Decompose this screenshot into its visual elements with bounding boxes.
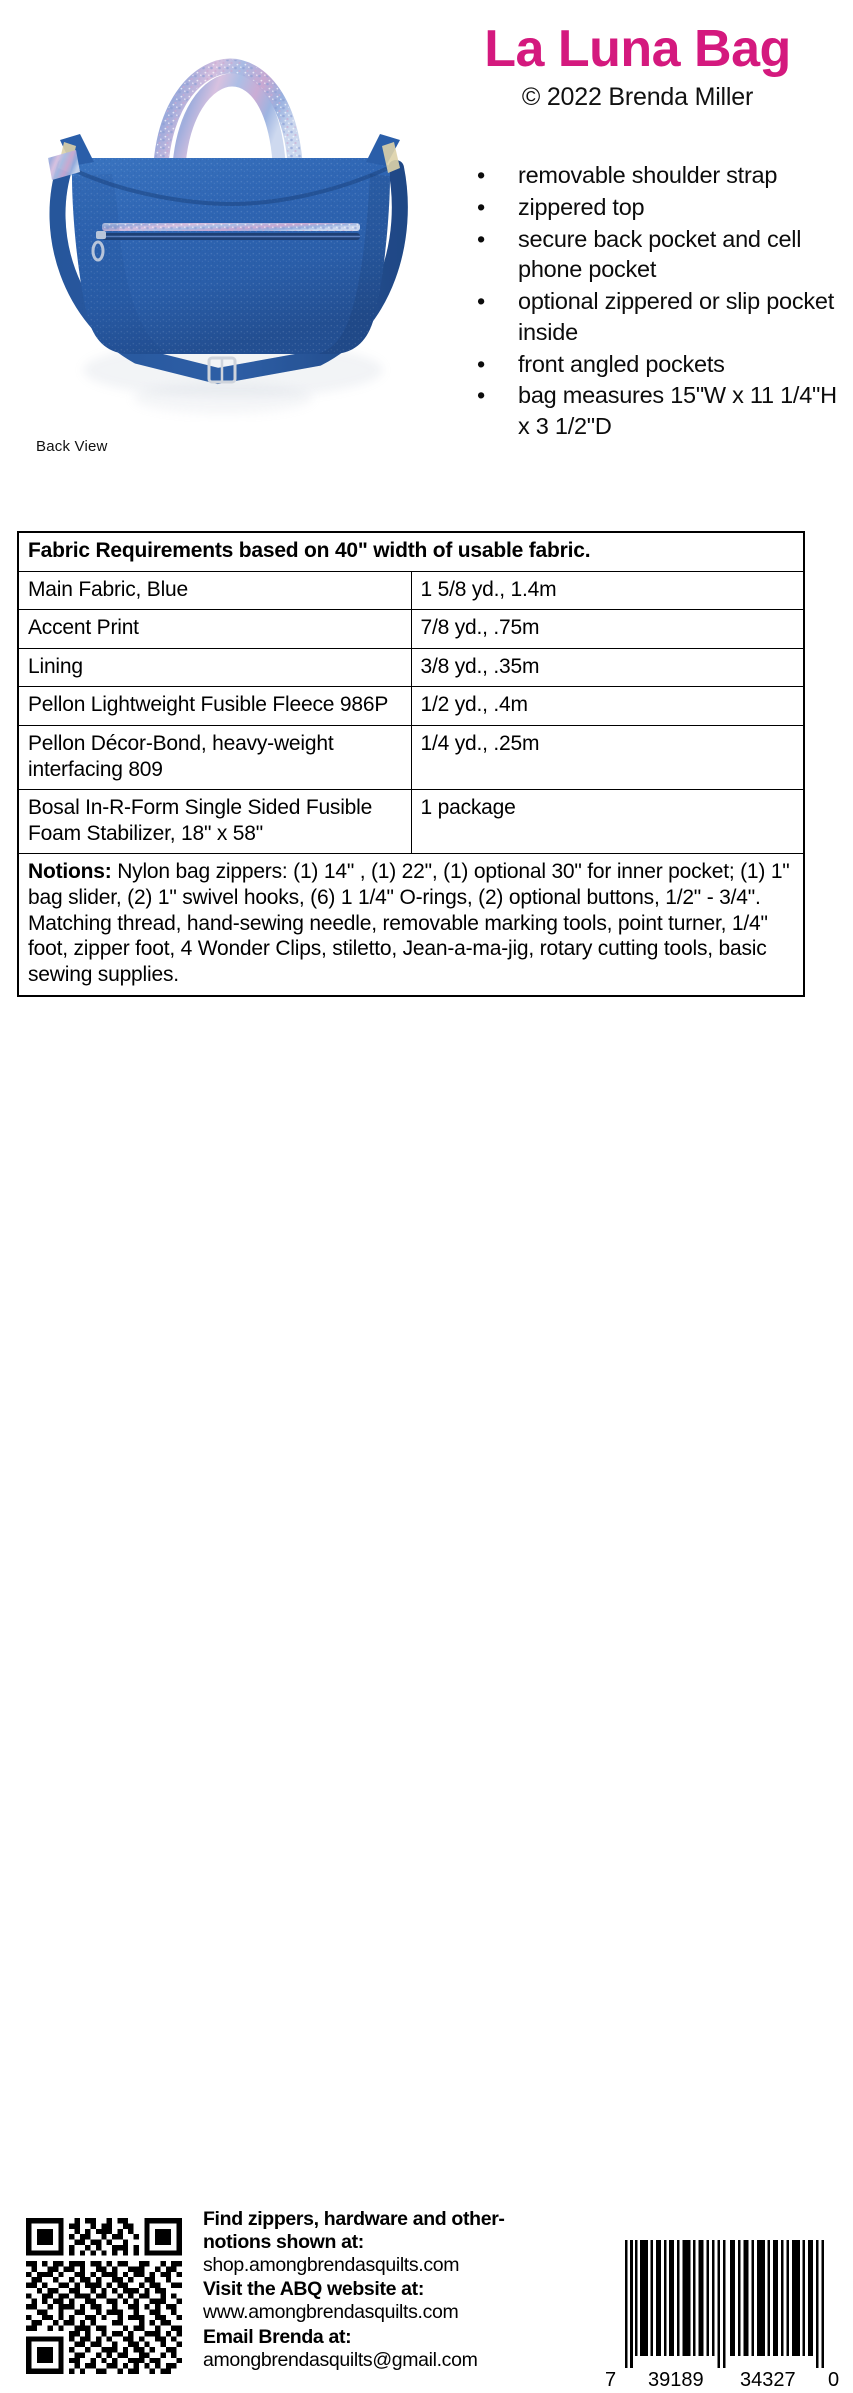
bullet-icon: •: [477, 350, 485, 377]
bullet-icon: •: [477, 382, 485, 409]
notions-text: Nylon bag zippers: (1) 14" , (1) 22", (1) optional 30" for inner pocket; (1) 1" bag slider, (2) 1" swivel hooks, (6) 1 1/4" O-rings, (2) optional buttons, 1/2" - 3/4". Matching thread, hand-sewing needle, removable marking tools, point turner, 1/4" foot, zipper foot, 4 Wonder Clips, stiletto, Jean-a-ma-jig, rotary cutting tools, basic sewing supplies.: [28, 860, 790, 986]
list-item: [470, 286, 850, 348]
photo-caption: Back View: [36, 438, 108, 455]
fabric-amount: 1/2 yd., .4m: [411, 687, 804, 726]
fabric-item: Lining: [18, 648, 411, 687]
fabric-amount: 1 5/8 yd., 1.4m: [411, 571, 804, 610]
website-url[interactable]: www.amongbrendasquilts.com: [203, 2301, 459, 2324]
notions-label: Notions:: [28, 860, 112, 884]
fabric-amount: 3/8 yd., .35m: [411, 648, 804, 687]
table-row: [18, 790, 804, 854]
bullet-icon: •: [477, 162, 485, 188]
table-row: [18, 571, 804, 610]
barcode-group-1: 39189: [648, 2369, 704, 2391]
fabric-requirements-table: [17, 531, 805, 997]
barcode-right-digit: 0: [828, 2369, 840, 2391]
barcode-image: [600, 2228, 845, 2393]
notions-source-heading-line2: notions shown at:: [203, 2230, 364, 2253]
contact-block: [203, 2208, 563, 2374]
notions-row: [18, 854, 804, 996]
fabric-item: Bosal In-R-Form Single Sided Fusible Foam Stabilizer, 18" x 58": [18, 790, 411, 854]
fabric-item: Main Fabric, Blue: [18, 571, 411, 610]
feature-text: secure back pocket and cell phone pocket: [518, 225, 802, 283]
table-row: [18, 687, 804, 726]
list-item: [470, 349, 850, 380]
barcode: [600, 2228, 845, 2393]
bullet-icon: •: [477, 288, 485, 315]
title-block: [430, 22, 845, 112]
email-heading: Email Brenda at:: [203, 2326, 352, 2348]
fabric-amount: 1/4 yd., .25m: [411, 726, 804, 790]
feature-text: front angled pockets: [518, 350, 725, 377]
fabric-amount: 7/8 yd., .75m: [411, 610, 804, 649]
footer: [0, 1100, 853, 2391]
product-photo-back-view: [18, 18, 438, 433]
top-section: [0, 0, 853, 500]
table-row: [18, 648, 804, 687]
qr-code[interactable]: [26, 2218, 182, 2374]
fabric-item: Accent Print: [18, 610, 411, 649]
list-item: [470, 224, 850, 286]
feature-text: optional zippered or slip pocket inside: [518, 288, 834, 345]
list-item: [470, 380, 850, 442]
table-header-row: [18, 532, 804, 571]
table-header-text: Fabric Requirements based on 40" width of usable fabric.: [18, 532, 804, 571]
shop-url[interactable]: shop.amongbrendasquilts.com: [203, 2253, 460, 2276]
feature-text: zippered top: [518, 193, 645, 220]
website-heading: Visit the ABQ website at:: [203, 2278, 424, 2301]
feature-list: [470, 160, 850, 443]
qr-code-image: [26, 2218, 182, 2374]
notions-source-heading-line1: Find zippers, hardware and other-: [203, 2208, 505, 2230]
bag-illustration: [18, 18, 438, 433]
list-item: [470, 192, 850, 223]
feature-text: removable shoulder strap: [518, 162, 778, 188]
bullet-icon: •: [477, 225, 485, 252]
table-row: [18, 726, 804, 790]
feature-text: bag measures 15"W x 11 1/4"H x 3 1/2"D: [518, 382, 837, 440]
email-address[interactable]: amongbrendasquilts@gmail.com: [203, 2348, 478, 2371]
fabric-amount: 1 package: [411, 790, 804, 854]
notions-cell: [18, 854, 804, 996]
fabric-item: Pellon Lightweight Fusible Fleece 986P: [18, 687, 411, 726]
copyright-line: © 2022 Brenda Miller: [521, 83, 754, 112]
fabric-item: Pellon Décor-Bond, heavy-weight interfacing 809: [18, 726, 411, 790]
table-row: [18, 610, 804, 649]
barcode-left-digit: 7: [605, 2369, 617, 2391]
page-title: La Luna Bag: [484, 20, 791, 78]
list-item: [470, 160, 850, 191]
bullet-icon: •: [477, 193, 485, 220]
barcode-group-2: 34327: [740, 2369, 796, 2391]
